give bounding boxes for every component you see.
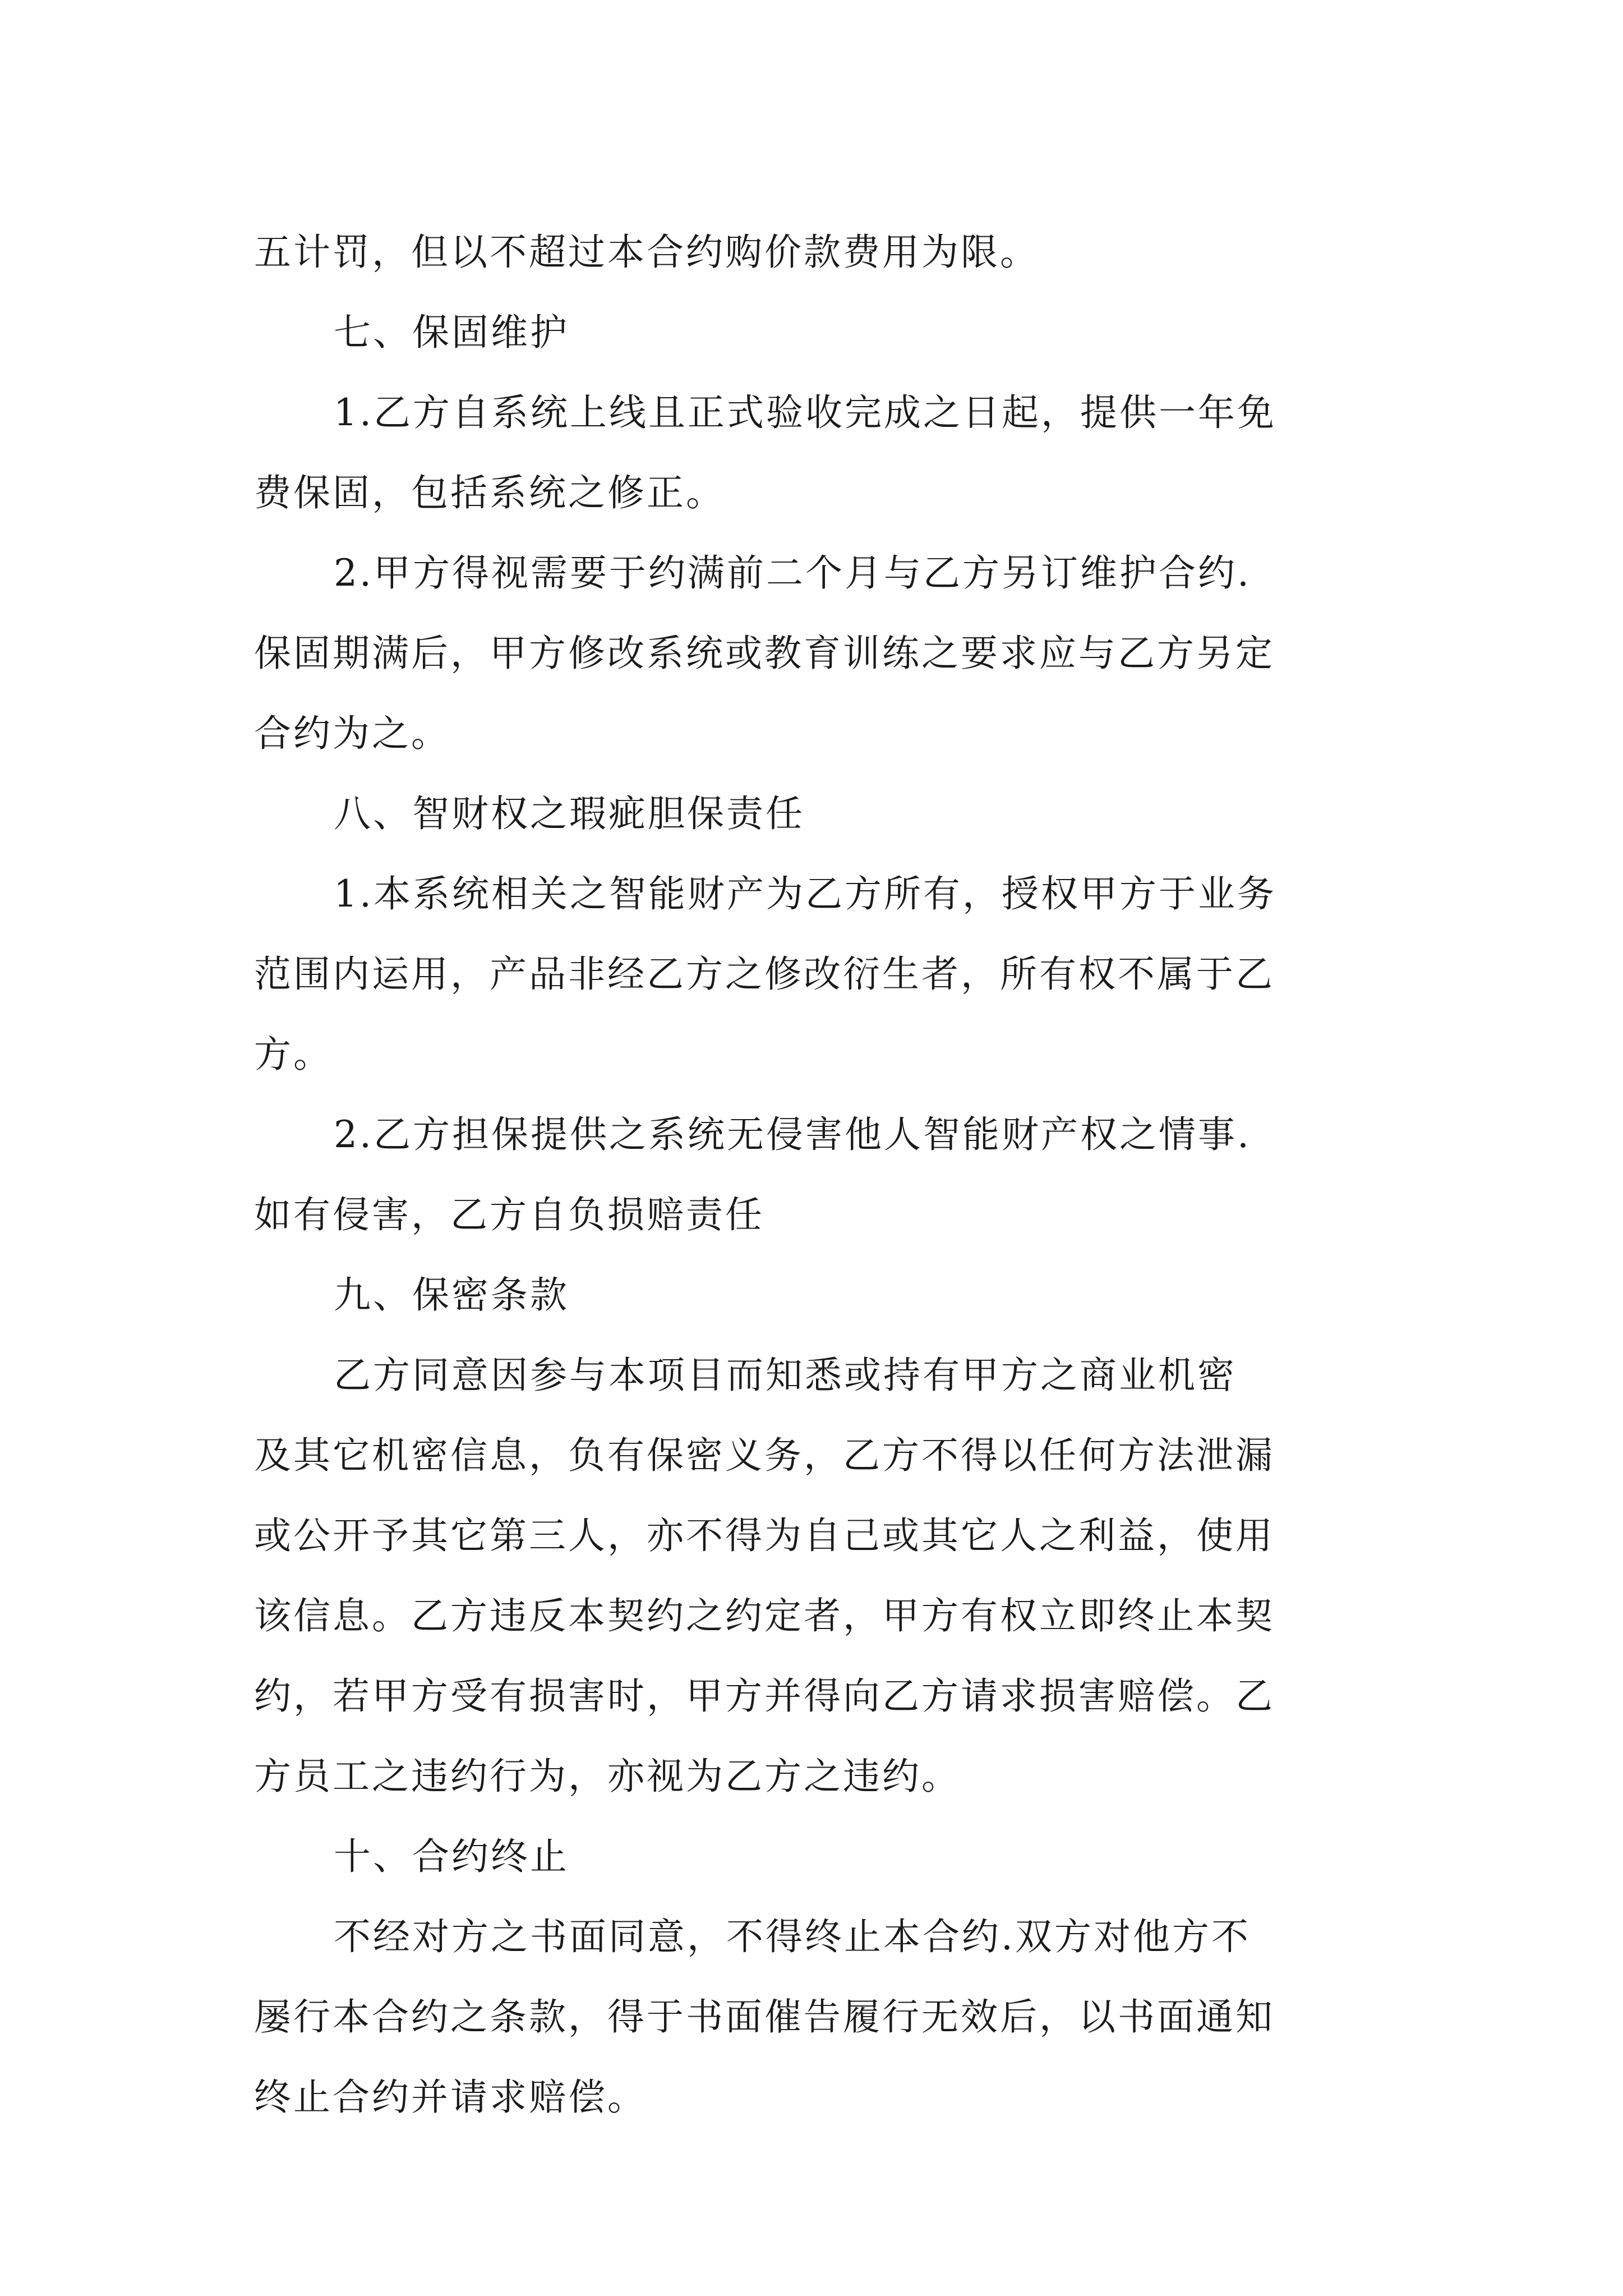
text-line-12: 2.乙方担保提供之系统无侵害他人智能财产权之情事. — [334, 1113, 1251, 1156]
text-line-22: 不经对方之书面同意，不得终止本合约.双方对他方不 — [334, 1915, 1251, 1958]
text-line-11: 方。 — [254, 1033, 333, 1076]
text-line-15: 乙方同意因参与本项目而知悉或持有甲方之商业机密 — [334, 1354, 1237, 1397]
text-line-23: 屡行本合约之条款，得于书面催告履行无效后，以书面通知 — [254, 1995, 1275, 2039]
section-heading-9: 九、保密条款 — [334, 1273, 569, 1317]
text-line-4: 费保固，包括系统之修正。 — [254, 471, 725, 514]
text-line-20: 方员工之违约行为，亦视为乙方之违约。 — [254, 1755, 961, 1798]
section-heading-8: 八、智财权之瑕疵胆保责任 — [334, 792, 805, 835]
text-line-6: 保固期满后，甲方修改系统或教育训练之要求应与乙方另定 — [254, 632, 1275, 675]
section-heading-7: 七、保固维护 — [334, 311, 569, 354]
text-line-18: 该信息。乙方违反本契约之约定者，甲方有权立即终止本契 — [254, 1594, 1275, 1637]
text-line-19: 约，若甲方受有损害时，甲方并得向乙方请求损害赔偿。乙 — [254, 1674, 1275, 1718]
text-line-7: 合约为之。 — [254, 712, 450, 755]
text-line-17: 或公开予其它第三人，亦不得为自己或其它人之利益，使用 — [254, 1514, 1275, 1557]
text-line-10: 范围内运用，产品非经乙方之修改衍生者，所有权不属于乙 — [254, 953, 1275, 996]
text-line-13: 如有侵害，乙方自负损赔责任 — [254, 1193, 764, 1236]
text-line-16: 及其它机密信息，负有保密义务，乙方不得以任何方法泄漏 — [254, 1434, 1275, 1477]
section-heading-10: 十、合约终止 — [334, 1835, 569, 1878]
text-line-24: 终止合约并请求赔偿。 — [254, 2076, 647, 2119]
text-line-3: 1.乙方自系统上线且正式验收完成之日起，提供一年免 — [334, 391, 1276, 434]
document-body — [254, 212, 1381, 2137]
text-line-5: 2.甲方得视需要于约满前二个月与乙方另订维护合约. — [334, 551, 1251, 595]
text-line-9: 1.本系统相关之智能财产为乙方所有，授权甲方于业务 — [334, 872, 1276, 915]
text-line-1: 五计罚，但以不超过本合约购价款费用为限。 — [254, 231, 1039, 274]
